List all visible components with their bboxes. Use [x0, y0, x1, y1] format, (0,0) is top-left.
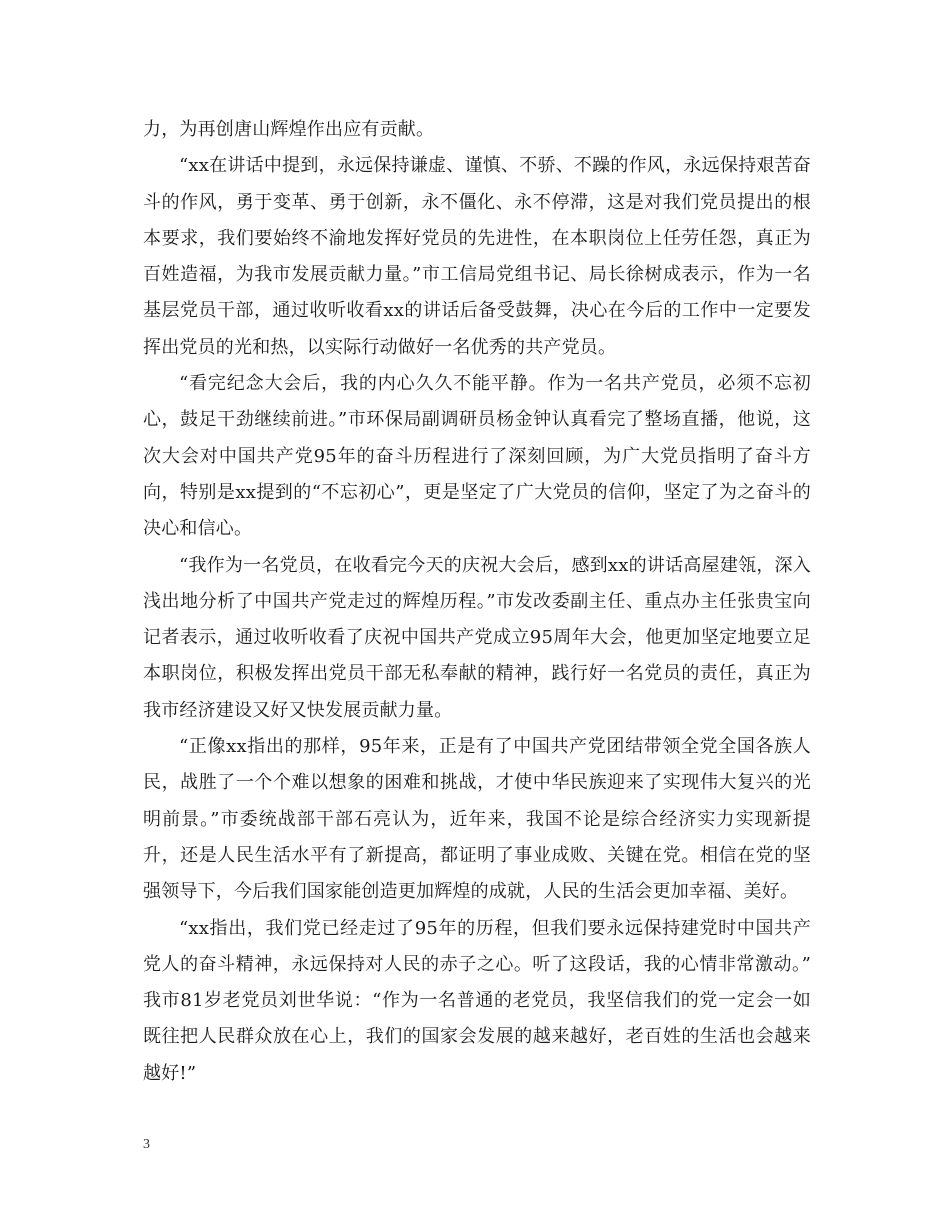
paragraph-2: “xx在讲话中提到，永远保持谦虚、谨慎、不骄、不躁的作风，永远保持艰苦奋斗的作风，勇于变革、勇于创新，永不僵化、永不停滞，这是对我们党员提出的根本要求，我们要始终不渝地发挥好党员的先进性，在本职岗位上任劳任怨，真正为百姓造福，为我市发展贡献力量。”市工信局党组书记、局长徐树成表示，作为一名基层党员干部，通过收听收看xx的讲话后备受鼓舞，决心在今后的工作中一定要发挥出党员的光和热，以实际行动做好一名优秀的共产党员。 [143, 155, 811, 358]
paragraph-1: 力，为再创唐山辉煌作出应有贡献。 [143, 119, 435, 140]
paragraph-6: “xx指出，我们党已经走过了95年的历程，但我们要永远保持建党时中国共产党人的奋斗精神，永远保持对人民的赤子之心。听了这段话，我的心情非常激动。” 我市81岁老党员刘世华说：“作为一名普通的老党员，我坚信我们的党一定会一如既往把人民群众放在心上，我们的国家会发展的越来越好，老百姓的生活也会越来越好!” [143, 917, 811, 1084]
paragraph-4: “我作为一名党员，在收看完今天的庆祝大会后，感到xx的讲话高屋建瓴，深入浅出地分析了中国共产党走过的辉煌历程。”市发改委副主任、重点办主任张贵宝向记者表示，通过收听收看了庆祝中国共产党成立95周年大会，他更加坚定地要立足本职岗位，积极发挥出党员干部无私奉献的精神，践行好一名党员的责任，真正为我市经济建设又好又快发展贡献力量。 [143, 554, 811, 721]
document-body [143, 112, 811, 1092]
paragraph-5: “正像xx指出的那样，95年来，正是有了中国共产党团结带领全党全国各族人民，战胜了一个个难以想象的困难和挑战，才使中华民族迎来了实现伟大复兴的光明前景。”市委统战部干部石亮认为，近年来，我国不论是综合经济实力实现新提升，还是人民生活水平有了新提高，都证明了事业成败、关键在党。相信在党的坚强领导下，今后我们国家能创造更加辉煌的成就，人民的生活会更加幸福、美好。 [143, 736, 811, 903]
paragraph-3: “看完纪念大会后，我的内心久久不能平静。作为一名共产党员，必须不忘初心，鼓足干劲继续前进。”市环保局副调研员杨金钟认真看完了整场直播，他说，这次大会对中国共产党95年的奋斗历程进行了深刻回顾，为广大党员指明了奋斗方向，特别是xx提到的“不忘初心”，更是坚定了广大党员的信仰，坚定了为之奋斗的决心和信心。 [143, 373, 811, 540]
page-number: 3 [143, 1137, 150, 1152]
